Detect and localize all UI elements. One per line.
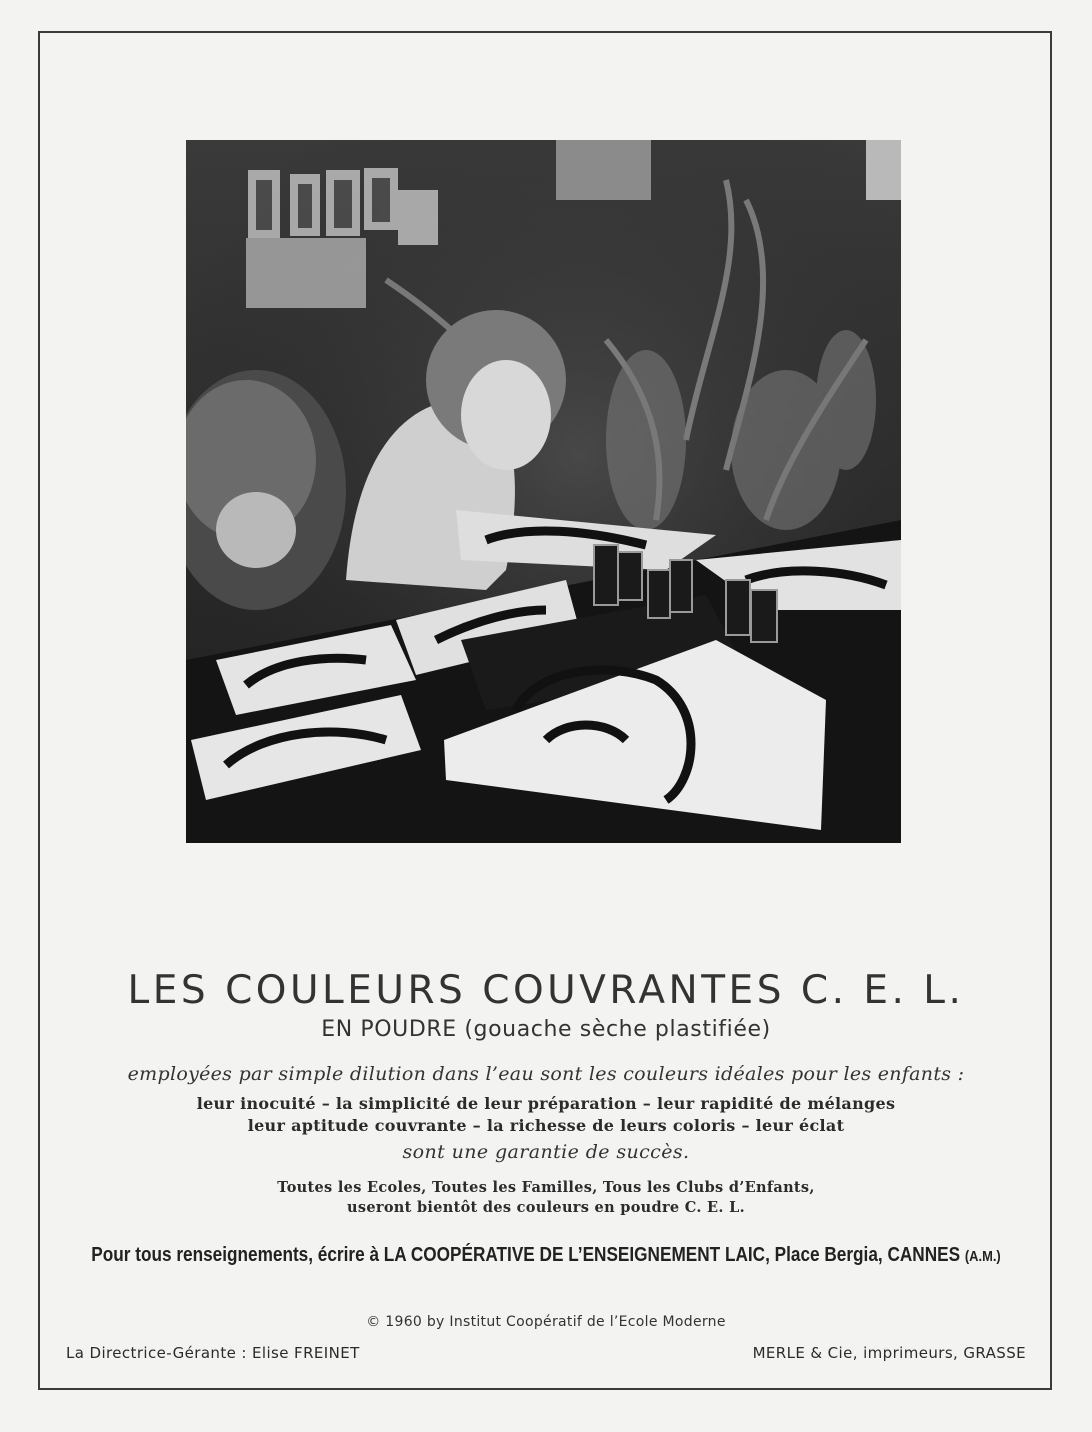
contact-suffix: (A.M.) — [964, 1248, 1001, 1265]
director-credit: La Directrice-Gérante : Elise FREINET — [66, 1344, 360, 1362]
audience-line: Toutes les Ecoles, Toutes les Familles, Tous les Clubs d’Enfants, — [277, 1179, 815, 1196]
printer-credit: MERLE & Cie, imprimeurs, GRASSE — [752, 1344, 1026, 1362]
contact-line — [76, 1244, 1015, 1267]
copyright-notice: © 1960 by Institut Coopératif de l’Ecole Moderne — [366, 1314, 726, 1330]
benefit-line: leur inocuité – la simplicité de leur préparation – leur rapidité de mélanges — [196, 1094, 896, 1113]
benefit-line: leur aptitude couvrante – la richesse de leurs coloris – leur éclat — [247, 1116, 845, 1135]
photo-illustration — [186, 140, 901, 843]
ad-subtitle: EN POUDRE (gouache sèche plastifiée) — [321, 1017, 771, 1042]
ad-title: LES COULEURS COUVRANTES C. E. L. — [127, 968, 965, 1013]
audience-line: useront bientôt des couleurs en poudre C. E. L. — [347, 1199, 745, 1216]
contact-text: Pour tous renseignements, écrire à LA COOPÉRATIVE DE L’ENSEIGNEMENT LAIC, Place Bergia, CANNES — [91, 1244, 961, 1266]
classroom-photo — [186, 140, 901, 843]
ad-intro: employées par simple dilution dans l’eau sont les couleurs idéales pour les enfants : — [127, 1063, 965, 1085]
ad-closing: sont une garantie de succès. — [402, 1141, 690, 1163]
